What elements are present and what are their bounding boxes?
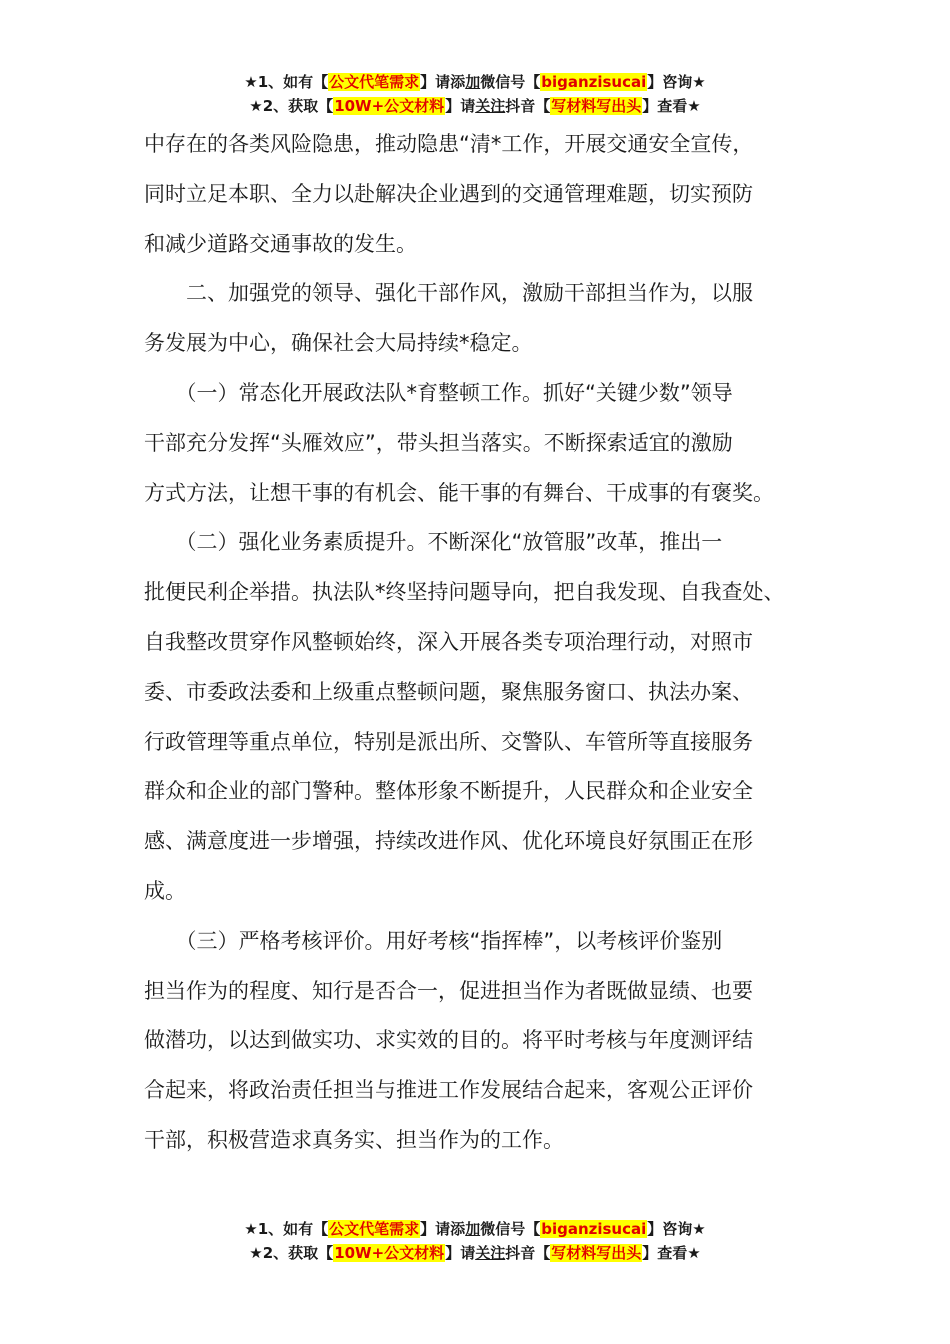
text: 】查看★	[642, 1244, 701, 1262]
footer-line-2	[0, 1241, 950, 1265]
text-line: 担当作为的程度、知行是否合一，促进担当作为者既做显绩、也要	[144, 978, 753, 1003]
text: 】查看★	[642, 97, 701, 115]
text: 微信号【	[480, 73, 541, 91]
text-line: 行政管理等重点单位，特别是派出所、交警队、车管所等直接服务	[144, 729, 753, 754]
text-line: 务发展为中心，确保社会大局持续*稳定。	[144, 331, 533, 356]
text: 关注	[475, 1244, 506, 1262]
highlight-wechat-id: biganzisucai	[541, 73, 647, 91]
highlight-materials: 10W+公文材料	[334, 97, 445, 115]
text: ★1、如有【	[244, 73, 329, 91]
text: ★1、如有【	[244, 1220, 329, 1238]
text: 】请添	[420, 1220, 466, 1238]
text: 关注	[475, 97, 506, 115]
text: 】咨询★	[647, 73, 706, 91]
text: 】请	[445, 1244, 476, 1262]
header-line-1	[0, 70, 950, 94]
highlight-wechat-id: biganzisucai	[541, 1220, 647, 1238]
text-line: 干部充分发挥“头雁效应”，带头担当落实。不断探索适宜的激励	[144, 430, 733, 455]
highlight-service: 公文代笔需求	[329, 73, 420, 91]
text-line: 合起来，将政治责任担当与推进工作发展结合起来，客观公正评价	[144, 1078, 753, 1103]
highlight-service: 公文代笔需求	[329, 1220, 420, 1238]
text-line: 群众和企业的部门警种。整体形象不断提升，人民群众和企业安全	[144, 779, 753, 804]
text: ★2、获取【	[249, 97, 334, 115]
highlight-douyin-id: 写材料写出头	[551, 1244, 642, 1262]
footer-banner	[0, 1217, 950, 1265]
footer-line-1	[0, 1217, 950, 1241]
highlight-douyin-id: 写材料写出头	[551, 97, 642, 115]
text-line: 干部，积极营造求真务实、担当作为的工作。	[144, 1127, 564, 1152]
text-line: 批便民利企举措。执法队*终坚持问题导向，把自我发现、自我查处、	[144, 580, 785, 605]
text-line: 自我整改贯穿作风整顿始终，深入开展各类专项治理行动，对照市	[144, 629, 753, 654]
text: 加	[465, 1220, 481, 1238]
text: 抖音【	[505, 1244, 551, 1262]
text: 抖音【	[505, 97, 551, 115]
text: 加	[465, 73, 481, 91]
text-line: 做潜功，以达到做实功、求实效的目的。将平时考核与年度测评结	[144, 1028, 753, 1053]
text-line: 委、市委政法委和上级重点整顿问题，聚焦服务窗口、执法办案、	[144, 679, 753, 704]
text-line: 方式方法，让想干事的有机会、能干事的有舞台、干成事的有褒奖。	[144, 480, 774, 505]
text: 】请	[445, 97, 476, 115]
document-body	[144, 120, 824, 1166]
text-line: 成。	[144, 878, 186, 903]
text-line: 中存在的各类风险隐患，推动隐患“清*工作，开展交通安全宣传，	[144, 132, 754, 156]
text-line: （一）常态化开展政法队*育整顿工作。抓好“关键少数”领导	[144, 380, 733, 405]
text-line: 二、加强党的领导、强化干部作风，激励干部担当作为，以服	[144, 281, 753, 306]
text-line: 同时立足本职、全力以赴解决企业遇到的交通管理难题，切实预防	[144, 181, 753, 206]
text-line: （二）强化业务素质提升。不断深化“放管服”改革，推出一	[144, 530, 723, 555]
text-line: 感、满意度进一步增强，持续改进作风、优化环境良好氛围正在形	[144, 829, 753, 854]
header-banner	[0, 70, 950, 118]
text: 】咨询★	[647, 1220, 706, 1238]
text: ★2、获取【	[249, 1244, 334, 1262]
header-line-2	[0, 94, 950, 118]
text: 】请添	[420, 73, 466, 91]
text-line: 和减少道路交通事故的发生。	[144, 231, 417, 256]
text: 微信号【	[480, 1220, 541, 1238]
highlight-materials: 10W+公文材料	[334, 1244, 445, 1262]
text-line: （三）严格考核评价。用好考核“指挥棒”，以考核评价鉴别	[144, 928, 723, 953]
